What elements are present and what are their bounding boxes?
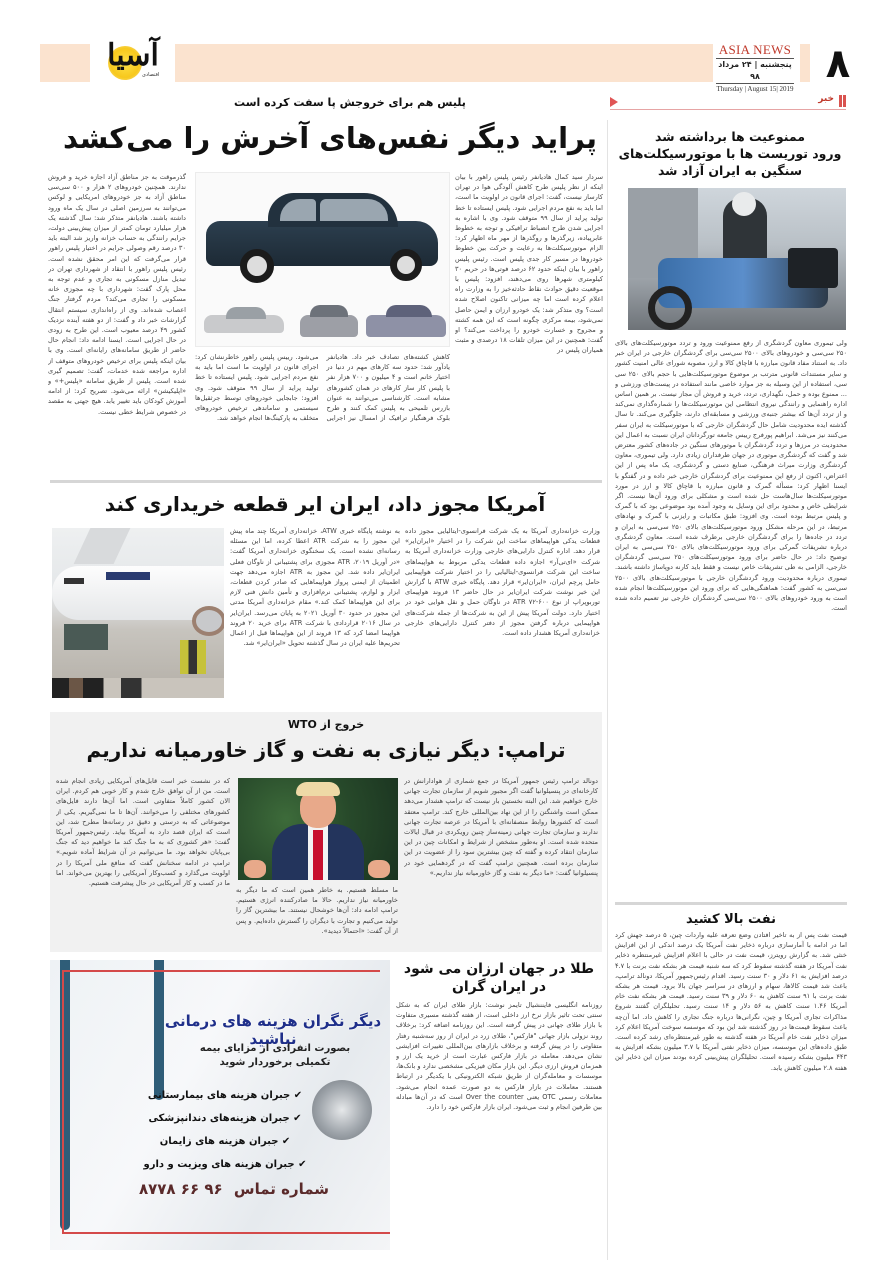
trump-photo	[238, 778, 398, 880]
sidebar-article2-body: قیمت نفت پس از به تاخیر افتادن وضع تعرفه علیه واردات چین، ۵ درصد جهش کرد اما در ادامه با آمارسازی درباره ذخایر نفت آمریکا یک درصد اندکی از این افزایش خنثی شد. به گزارش رویترز، قیمت نفت در حالی با اعلام افزایش غیرمنتظره ذخایر نفت آمریکا در هفته گذشته سقوط کرد که سه شنبه قیمت هر بشکه نفت برنت با ۴.۷ درصد افزایش به ۶۱ دلار و ۳۰ سنت رسید. اقدام رئیس‌جمهور آمریکا، دونالد ترامپ، باعث شد قیمت کالاها، سهام و ارزهای در سراسر جهان بالا برود. قیمت هر بشکه نفت برنت با ۹۱ سنت کاهش به ۶۰ دلار و ۳۹ سنت رسید. قیمت هر بشکه نفت خام آمریکا ۱.۴۶ سنت کاهش به ۵۶ دلار و ۱۴ سنت رسید. تحلیلگران گفتند شروع مذاکرات تجاری آمریکا و چین، نگرانی‌ها درباره جنگ تجاری را کاهش داد. اما آن‌چه باعث سقوط قیمت‌ها در روز گذشته شد این بود که موسسه سوخت آمریکا اعلام کرد میزان ذخایر نفت خام آمریکا در هفته گذشته به طور غیرمنتظره‌ای رشد کرده است. طبق داده‌های این موسسه، میزان ذخایر نفتی آمریکا با ۳.۷ میلیون بشکه افزایش به ۴۴۳ میلیون بشکه رسیده است. تحلیلگران پیش‌بینی کرده بودند میزان این ذخایر این هفته ۲.۸ میلیون کاهش یابد.	[615, 931, 847, 1072]
masthead-date-fa: پنجشنبه | ۲۴ مرداد ۹۸	[716, 58, 794, 84]
trump-col2: ما مسلط هستیم. به خاطر همین است که ما دیگر به خاورمیانه نیاز نداریم. حالا ما صادرکننده انرژی هستیم. ترامپ ادامه داد: آن‌ها خوشحال نیستند. ما بیشترین گاز را تولید می‌کنیم و تجارت با دیگران را گسترش داده‌ایم. و پس از آن گفت: «احتمالاً دیدید».	[236, 886, 398, 935]
contact-label: شماره تماس	[233, 1180, 330, 1198]
plane-cockpit	[64, 578, 84, 584]
hand-right	[368, 860, 390, 878]
section-divider	[50, 480, 602, 483]
small-car-blue	[366, 315, 446, 337]
benefit-item: ✔ جبران هزینه های بیمارستانی	[147, 1090, 303, 1101]
play-triangle-icon	[610, 97, 618, 107]
masthead-date-en: Thursday | August 15| 2019	[716, 85, 794, 93]
big-car-wheel	[240, 249, 274, 283]
header-band-left	[40, 44, 90, 82]
subline-line: تکمیلی برخوردار شوید	[219, 1057, 331, 1068]
hand-left	[244, 860, 266, 878]
plane-engine	[192, 606, 224, 636]
motorcycle-wheel	[648, 286, 692, 330]
ad-headline: دیگر نگران هزینه های درمانی نباشید	[164, 1012, 382, 1048]
subline-line: بصورت انفرادی از مزایای بیمه	[199, 1043, 351, 1054]
sidebar-article1-headline	[615, 128, 845, 179]
red-tie	[313, 830, 323, 880]
small-car-gray-roof	[310, 305, 348, 317]
contact-number[interactable]: ۹۶ ۶۶ ۸۷۷۸	[138, 1180, 223, 1198]
rider-helmet	[732, 192, 756, 216]
logo	[90, 38, 170, 88]
small-car-blue-roof	[386, 305, 432, 317]
hair	[296, 782, 340, 796]
column-separator	[607, 120, 608, 1260]
pride-cars-photo	[195, 172, 450, 347]
gold-headline	[396, 960, 602, 996]
plane-tail	[74, 528, 131, 564]
big-car-wheel	[390, 249, 422, 281]
lead-col2: کاهش کشته‌های تصادف خبر داد. هادیانفر یادآور شد: حدود سه کارهای مهم در دنیا در اختیار خانم است و ۴ میلیون و ۷۰۰ هزار نفر با پلیس کار ساز کارهای در همان کشورهای مشابه است. کارشناسی می‌توانند به عنوان بازرس تلمیحی به پلیس کمک کنند و طرح بلوک فرهنگیار ترافیک از امسال نیز اجرایی می‌شود. رییس پلیس راهور خاطرنشان کرد: اجرای قانون در اولویت ما است اما باید به نفع مردم اجرایی شود. پلیس ایستاده تا خط تولید پراید از سال ۹۹ متوقف شود. وی افزود: جابجایی خودروهای توسط جرثقیل‌ها سیستمی و ساماندهی ترخیص خودروهای متخلف به پارکینگ‌ها انجام خواهد شد.	[195, 353, 450, 423]
sidebar-article2-headline: نفت بالا کشید	[685, 912, 777, 927]
section-tag-bar	[610, 94, 846, 110]
tug-vehicle	[64, 624, 108, 650]
ad-bottom-rule	[62, 1232, 390, 1234]
lead-headline: پراید دیگر نفس‌های آخرش را می‌کشد	[63, 121, 597, 155]
benefit-item: ✔ جبران هزینه های ویزیت و دارو	[143, 1159, 307, 1170]
sidebar-divider	[615, 902, 847, 905]
section-label: خبر	[818, 94, 834, 104]
lead-col1: سردار سید کمال هادیانفر رئیس پلیس راهور با بیان اینکه از نظر پلیس طرح کاهش آلودگی هوا در تهران کارساز نیست، گفت: اجرای قانون در اولویت ما است، اما باید به نفع مردم اجرایی شود. پلیس ایستاده تا خط تولید پراید از سال ۹۹ متوقف شود. وی با اشاره به اجرایی شدن طرح انضباط ترافیکی و توجه به خطوط عابرپیاده، زیرگذرها و روگذرها از مهر ماه اظهار کرد: الزام موتورسیکلت‌ها به رعایت و حرکت بین خطوط خودروها در مسیر کار جدی پلیس است. رئیس پلیس راهور با بیان اینکه حدود ۶۲ درصد فوتی‌ها در حریم ۳۰ کیلومتری شهرها روی می‌دهند، افزود: پلیس با موقعیت دقیق حوادث نقاط حادثه‌خیز را به وزارت راه اعلام کرده است اما چه میزانی تاکنون اصلاح شده است؟ وی متذکر شد: یک خودرو ارزان و ایمن حاصل نمی‌شود، بیمه مرکزی چگونه است که این همه کشته و مجروح و خسارت خودرو را پرداخت می‌کند؟ او گفت: همچنین در این میزان تلفات ۱۸ درصدی و مثبت همیاران پلیس در	[455, 173, 603, 355]
motorcycle-tourist-photo	[628, 188, 846, 330]
ad-contact[interactable]	[134, 1180, 334, 1198]
headline-line: ممنوعیت ها برداشته شد	[654, 129, 805, 144]
page-number: ۸	[825, 41, 851, 87]
trump-col1: دونالد ترامپ رئیس جمهور آمریکا در جمع شماری از هوادارانش در کارخانه‌ای در پنسیلوانیا گفت اگر مجبور شویم از سازمان تجارت جهانی خارج خواهیم شد. این البته نخستین بار نیست که ترامپ هشدار می‌دهد ممکن است واشنگتن را از این نهاد بین‌المللی خارج کند. ترامپ معتقد است که کشورها روابط منصفانه‌ای با آمریکا در عرصه تجارت جهانی ندارند و سازمان تجارت جهانی زمینه‌ساز چنین رویکردی در قبال ایالات متحده شده است. او به‌طور مشخص از شرایط و امکانات چین در این سازمان انتقاد کرده و گفته که چین بیشترین سود را از عضویت در این سازمان برده است. همچنین ترامپ گفت که در گردهمایی خود در پنسیلوانیا گفت: «ما دیگر به نفت و گاز خاورمیانه نیاز نداریم.»	[404, 777, 598, 877]
small-car-silver-roof	[226, 307, 266, 319]
benefit-item: ✔ جبران هزینه‌های دندانپزشکی	[148, 1113, 302, 1124]
header-band-middle	[175, 44, 713, 82]
sidebar-article1-body: ولی تیموری معاون گردشگری از رفع ممنوعیت ورود و تردد موتورسیکلت‌های بالای ۲۵۰ سی‌سی و خودروهای بالای ۲۵۰۰ سی‌سی برای گردشگران خارجی در ایران خبر داد. به استناد مفاد قانون مبارزه با قاچاق کالا و ارز، مصوبه شورای عالی امنیت کشور و سایر مستندات قانونی مترتب بر موضوع موتورسیکلت‌هایی با حجم بالای ۲۵۰ سی سی، استفاده از این وسیله به جز موارد خاصی مانند استفاده در پیست‌های ورزشی و ... ممنوع بوده و حمل، نگهداری، تردد، خرید و فروش آن مجاز نیست. بر همین اساس اداره راهنمایی و رانندگی نیروی انتظامی این موتورسیکلت‌ها را شماره‌گذاری نمی‌کند و از تردد آن‌ها که بیشتر جنبه‌ی ورزشی و مسابقه‌ای دارند، جلوگیری می‌کند. تا سال گذشته ایده محدودیت شامل حال گردشگران خارجی که با موتورسیکلت به ایران سفر می‌کنند نیز می‌شد. ابراهیم پورفرج رییس جامعه تورگردانان ایران نسبت به اعمال این محدودیت در مرزها و تردد گردشگران با موتورهای سنگین در جاده‌های کشور معترض شد و گفت که گردشگری موتوری در جهان طرفداران زیادی دارد. ولی تیموری، معاون گردشگری وزارت میراث فرهنگی، صنایع دستی و گردشگری، یک ماه پس از این اعتراض، اکنون از رفع این ممنوعیت برای گردشگران خارجی خبر داده و در گفتگو با ایسنا اظهار کرد: مسأله گمرک و قانون مبارزه با قاچاق کالا و ارز در مورد موتورسیکلت‌ها سال‌هاست حل شده است و مشکلی برای ورود آن‌ها نیست. اگر شرایطی خاص و محدود برای این وسایل به وجود آمده بود موضوعی بود که با گمرک و پلیس مرتبط بوده است. وی افزود: طبق مکاتبات و رایزنی با گمرک و نهادهای مرتبط، در این مرحله مشکل ورود موتورسیکلت‌های بالای ۲۵۰ سی‌سی به ایران و تردد در جاده‌ها را برای گردشگران خارجی برطرف شده است. معاون گردشگری درباره تشریفات گمرکی برای ورود موتورسیکلت‌های بالای ۲۵۰ سی‌سی به ایران توضیح داد: در حال حاضر برای ورود موتورسیکلت‌های ۲۵۰ سی‌سی گردشگران خارجی، الزامی به طی تشریفات خاص نیست و فقط باید کارنه دوپاساژ داشته باشند. تیموری درباره محدودیت ورود گردشگران خارجی با موتورسیکلت‌های بالای ۲۵۰۰ سی‌سی به کشور گفت: هماهنگی‌هایی که برای ورود این موتورسیکلت‌ها انجام شده است به ورود خودروهای بالای ۲۵۰۰ سی‌سی گردشگران خارجی نیز تعمیم داده شده است.	[615, 339, 847, 613]
plane-livery	[106, 572, 150, 580]
insurance-advertisement[interactable]	[50, 960, 390, 1250]
iranair-col2: به نوشته پایگاه خبری ATW، خزانه‌داری آمریکا چند ماه پیش این مجوز را به شرکت ATR اعطا کرده، اما این مسئله رسانه‌ای نشده است. یک سخنگوی خزانه‌داری آمریکا گفت: «در آوریل ۲۰۱۹، ATR مجوزی برای پشتیبانی از ناوگان فعلی ایران‌ایر داده شد. این مجوز به ATR اجازه می‌دهد جهت اطمینان از ایمنی پرواز هواپیماهایی که صادر کردن قطعات، ابزار و لوازم، پشتیبانی نرم‌افزاری و تأمین دانش فنی لازم برای این هواپیماها کمک کند.» مقام خزانه‌داری آمریکا مدتی این مجوز در حدود ۳۰ آوریل ۲۰۲۱ به پایان می‌رسد. ایران‌ایر در سال ۲۰۱۶ قراردادی با شرکت ATR برای خرید ۲۰ فروند هواپیما امضا کرد که ۱۳ فروند از این هواپیماها قبل از اعمال تحریم‌ها علیه ایران در سال گذشته تحویل «ایران‌ایر» شد.	[230, 527, 400, 648]
iran-air-plane-photo	[52, 528, 224, 698]
trump-headline: ترامپ: دیگر نیازی به نفت و گاز خاورمیانه نداریم	[86, 738, 566, 762]
lead-col3: گذرموقت به جز مناطق آزاد اجازه خرید و فروش ندارند. همچنین خودروهای ۲ هزار و ۵۰۰ سی‌سی مناطق آزاد به جز خودروهای امریکایی و لوکس می‌توانند به سرزمین اصلی در سال یک ماه ورود داشته باشند. هادیانفر متذکر شد: سال گذشته یک هزار میلیارد تومان کمتر از میزان پیش‌بینی دولت، جرایم رانندگی به حساب خزانه واریز شد البته باید ۳۰ درصد رقم وصولی جرایم در اختیار پلیس راهور قرار می‌گرفت که این امر محقق نشده است. رئیس پلیس راهور با انتقاد از شهرداری تهران در تبدیل منازل مسکونی به تجاری و عدم توجه به محل پارک گفت: شهرداری با چه مجوزی خانه مسکونی را تجاری می‌کند؟ مردم گرفتار جنگ اعصاب شده‌اند. وی از راه‌اندازی سیستم انتقال گزارشات خبر داد و گفت: از دو هفته آینده نزدیک کشور ۴۹ درصد معیوب است. این طرح به زودی در حال اجرایی است. ایسنا ادامه داد: انجام حال حاضر از طریق سامانه‌های رایانه‌ای است. وی با بیان اینکه پلیس برای ترخیص خودروهای متوقف از اداره مراجعه شده خدمات، گفت: تصمیم گیری شده است. پلیس از طریق سامانه «پلیس+» و «اپلیکیشن» ارائه می‌شود. تصریح کرد: از ادامه آموزش کودکان باید تغییر یابد. هیچ جهتی به مقصد در خصوص شرایط خطی نیست.	[48, 173, 186, 416]
motorcycle-bag	[788, 248, 838, 288]
crowd	[52, 678, 224, 698]
header-band-right	[800, 44, 810, 82]
small-car-gray	[300, 315, 358, 337]
headline-line: سنگین به ایران آزاد شد	[657, 163, 803, 178]
headline-line: ورود توریست ها با موتورسیکلت‌های	[618, 146, 842, 161]
iranair-col1: وزارت خزانه‌داری آمریکا به یک شرکت فرانسوی-ایتالیایی مجوز داده قطعات یدکی هواپیماهای ساخت این شرکت را در اختیار «ایران‌ایر» قرار دهد. اداره کنترل دارایی‌های خارجی وزارت خزانه‌داری آمریکا به شرکت «ای‌تی‌آر» اجازه داده قطعات یدکی مربوط به هواپیماهای ساخت این شرکت فرانسوی-ایتالیایی را در اختیار شرکت هواپیمایی حامل پرچم ایران، «ایران‌ایر» قرار دهد. پایگاه خبری ATW با گزارش این خبر نوشت شرکت ایران‌ایر در حال حاضر ۱۳ فروند هواپیمای توربوپراپ از نوع ATR ۷۲-۶۰۰ در ناوگان حمل و نقل هوایی خود در اختیار دارد. دولت آمریکا پیش از این به شرکت‌ها از جمله شرکت‌های هواپیمایی درباره گرفتن مجوز از دفتر کنترل دارایی‌های خارجی خزانه‌داری آمریکا هشدار داده است.	[405, 527, 600, 638]
masthead	[716, 42, 794, 95]
logo-subtext: اقتصادی	[142, 72, 160, 78]
big-car-window	[320, 199, 388, 221]
logo-text: آسیا	[107, 38, 159, 73]
headline-line: در ایران گران	[451, 979, 547, 995]
ad-subline	[170, 1042, 380, 1070]
section-marker-icon	[843, 95, 846, 107]
ad-benefits-list	[140, 1084, 310, 1176]
iranair-headline: آمریکا مجوز داد، ایران ایر قطعه خریداری کند	[104, 492, 546, 516]
headline-line: طلا در جهان ارزان می شود	[403, 961, 595, 977]
trump-kicker: خروج از WTO	[287, 718, 365, 731]
masthead-title: ASIA NEWS	[718, 42, 792, 57]
workers	[180, 640, 206, 674]
lead-kicker: پلیس هم برای خروجش پا سفت کرده است	[234, 96, 466, 109]
benefit-item: ✔ جبران هزینه های زایمان	[159, 1136, 291, 1147]
gold-body: روزنامه انگلیسی فایننشیال تایمز نوشت: بازار طلای ایران که به شکل سنتی تحت تاثیر بازار نرخ ارز داخلی است، از هفته گذشته مسیری متفاوت با بازار طلای جهانی در پیش گرفته است. این روزنامه اضافه کرد: برخلاف روند نزولی بازار جهانی "فارکس"، طلای زرد در ایران از روز سه‌شنبه رفتار متفاوتی را در پیش گرفته و برخلاف بازارهای بین‌المللی تغییرات افزایشی نشان می‌دهد. معامله در بازار فارکس عبارت است از خرید یک ارز و همزمان فروش ارزی دیگر. این بازار مکان فیزیکی مشخصی ندارد و بانک‌ها، موسسات و معامله‌گران از طریق شبکه الکترونیکی با یکدیگر در ارتباط هستند. معاملات در بازار فارکس به دو صورت عمده انجام می‌شود. معاملات رسمی OTC یعنی Over the counter است که در آن‌ها مبادله بین طرفین انجام و ثبت می‌شود. ایران بازار فارکس خود را دارد.	[396, 1001, 602, 1112]
trump-col3: که در نشست خبر است قابل‌های آمریکایی زیادی انجام شده است. من از آن توافق خارج شدم و کار خوبی هم کردم. ایران الان کشور کاملاً متفاوتی است. اما آن‌ها دارند فایل‌های کشورهای مختلفی را می‌خوانند. آن‌ها تا ما نمی‌گیریم. یکی از موضوعاتی که به درستی و دقیق در رسانه‌ها مطرح شد، این است که ایران قصد دارد به آمریکا بیاید. رئیس‌جمهور آمریکا گفت: «هر کشوری که به ما جنگ کند ما خواهیم دید که جنگ بی‌پایان نخواهد بود. ما می‌توانیم در آن شرایط آماده شویم.» ترامپ در ادامه سخنانش گفت که منافع ملی آمریکا را در اولویت می‌گذارد و کسب‌وکار آمریکایی را بهترین می‌خواند. اما ما در کسب و کار آمریکایی در حال پیشرفت هستیم.	[56, 777, 230, 888]
